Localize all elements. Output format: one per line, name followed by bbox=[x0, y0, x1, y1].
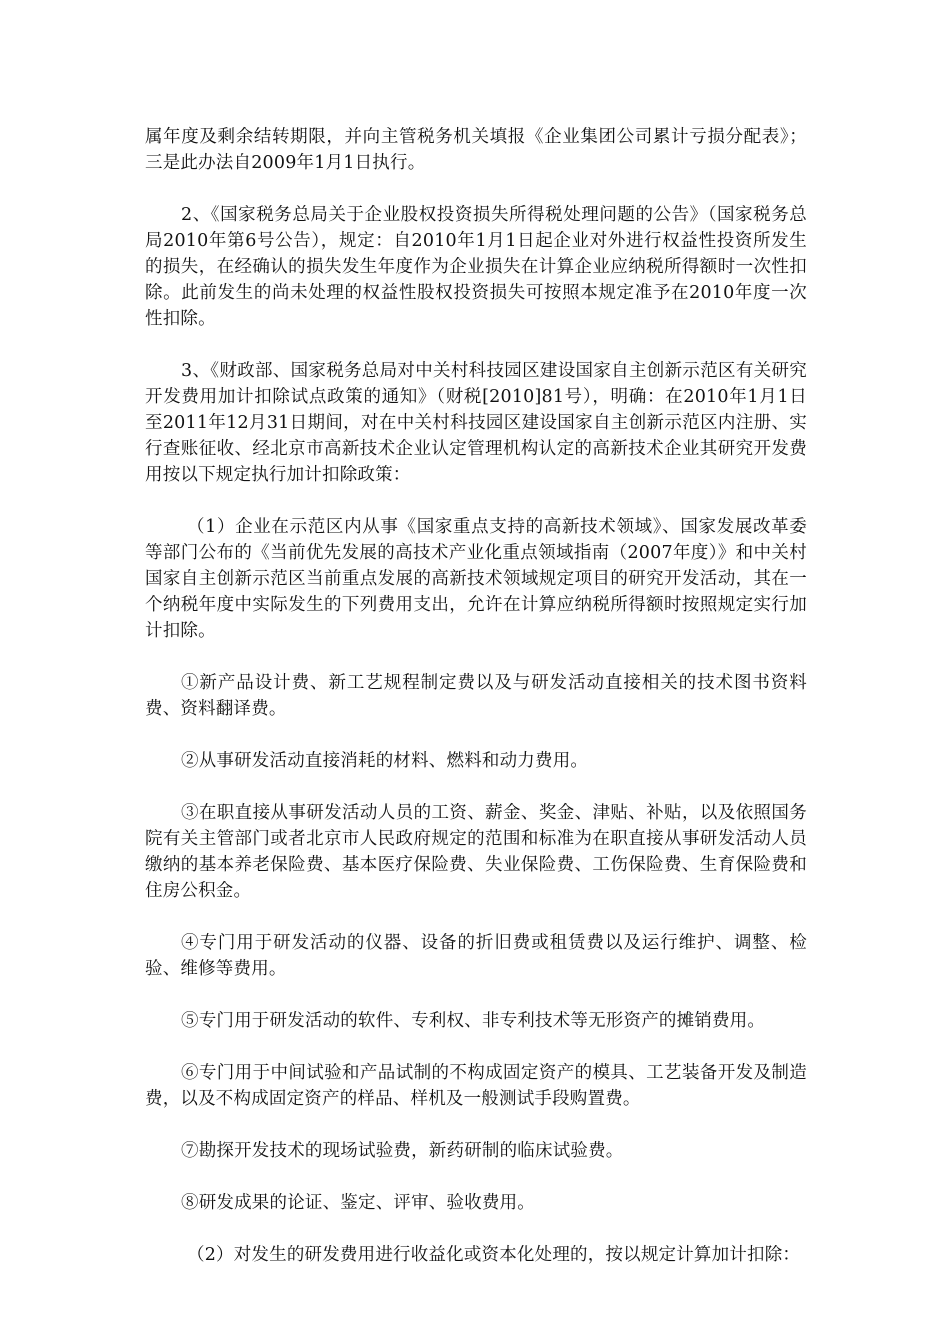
paragraph-cost-5: ⑤专门用于研发活动的软件、专利权、非专利技术等无形资产的摊销费用。 bbox=[181, 1011, 766, 1031]
paragraph-subitem-1: （1）企业在示范区内从事《国家重点支持的高新技术领域》、国家发展改革委等部门公布的《当前优先发展的高技术产业化重点领域指南（2007年度）》和中关村国家自主创新示范区当前重点发展的高新技术领域规定项目的研究开发活动，其在一个纳税年度中实际发生的下列费用支出，允许在计算应纳税所得额时按照规定实行加计扣除。 bbox=[145, 517, 807, 641]
paragraph-cost-8: ⑧研发成果的论证、鉴定、评审、验收费用。 bbox=[181, 1193, 535, 1213]
paragraph-item-3: 3、《财政部、国家税务总局对中关村科技园区建设国家自主创新示范区有关研究开发费用加计扣除试点政策的通知》（财税[2010]81号），明确：在2010年1月1日至2011年12月31日期间，对在中关村科技园区建设国家自主创新示范区内注册、实行查账征收、经北京市高新技术企业认定管理机构认定的高新技术企业其研究开发费用按以下规定执行加计扣除政策： bbox=[145, 361, 807, 485]
paragraph-cost-6: ⑥专门用于中间试验和产品试制的不构成固定资产的模具、工艺装备开发及制造费，以及不构成固定资产的样品、样机及一般测试手段购置费。 bbox=[145, 1063, 807, 1109]
paragraph-continuation: 属年度及剩余结转期限，并向主管税务机关填报《企业集团公司累计亏损分配表》；三是此办法自2009年1月1日执行。 bbox=[145, 127, 807, 173]
paragraph-cost-1: ①新产品设计费、新工艺规程制定费以及与研发活动直接相关的技术图书资料费、资料翻译费。 bbox=[145, 673, 807, 719]
paragraph-cost-3: ③在职直接从事研发活动人员的工资、薪金、奖金、津贴、补贴，以及依照国务院有关主管部门或者北京市人民政府规定的范围和标准为在职直接从事研发活动人员缴纳的基本养老保险费、基本医疗保险费、失业保险费、工伤保险费、生育保险费和住房公积金。 bbox=[145, 803, 807, 901]
paragraph-subitem-2: （2）对发生的研发费用进行收益化或资本化处理的，按以规定计算加计扣除： bbox=[187, 1245, 801, 1265]
paragraph-cost-2: ②从事研发活动直接消耗的材料、燃料和动力费用。 bbox=[181, 751, 589, 771]
paragraph-cost-7: ⑦勘探开发技术的现场试验费，新药研制的临床试验费。 bbox=[181, 1141, 624, 1161]
paragraph-cost-4: ④专门用于研发活动的仪器、设备的折旧费或租赁费以及运行维护、调整、检验、维修等费用。 bbox=[145, 933, 807, 979]
paragraph-item-2: 2、《国家税务总局关于企业股权投资损失所得税处理问题的公告》（国家税务总局2010年第6号公告），规定：自2010年1月1日起企业对外进行权益性投资所发生的损失，在经确认的损失发生年度作为企业损失在计算企业应纳税所得额时一次性扣除。此前发生的尚未处理的权益性股权投资损失可按照本规定准予在2010年度一次性扣除。 bbox=[145, 205, 807, 329]
document-body bbox=[145, 124, 807, 1268]
